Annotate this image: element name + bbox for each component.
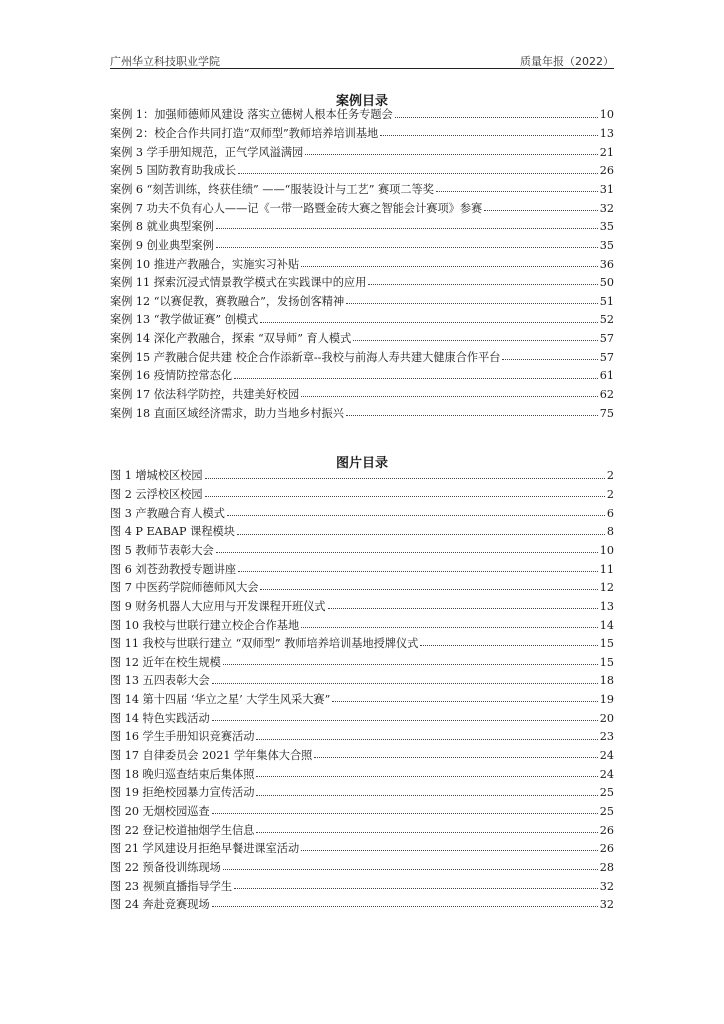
case-toc-entry[interactable] <box>110 195 614 214</box>
dot-leader <box>380 135 598 136</box>
toc-entry-label: 案例 16 疫情防控常态化 <box>110 369 233 383</box>
report-title: 质量年报（2022） <box>520 55 614 68</box>
dot-leader <box>256 776 597 777</box>
dot-leader <box>332 701 597 702</box>
dot-leader <box>216 228 598 229</box>
toc-entry-label: 案例 10 推进产教融合，实施实习补贴 <box>110 257 300 271</box>
toc-entry-label: 图 16 学生手册知识竞赛活动 <box>110 730 255 744</box>
toc-entry-label: 案例 9 创业典型案例 <box>110 238 214 252</box>
dot-leader <box>260 589 597 590</box>
toc-entry-label: 案例 2：校企合作共同打造“双师型”教师培养培训基地 <box>110 127 379 141</box>
dot-leader <box>420 645 597 646</box>
toc-entry-label: 案例 1：加强师德师风建设 落实立德树人根本任务专题会 <box>110 108 393 122</box>
dot-leader <box>346 303 598 304</box>
toc-entry-page: 32 <box>599 879 614 893</box>
dot-leader <box>502 359 597 360</box>
case-toc-entry[interactable] <box>110 214 614 233</box>
toc-entry-label: 图 13 五四表彰大会 <box>110 674 210 688</box>
figure-toc-entry[interactable] <box>110 612 614 631</box>
figure-toc-entry[interactable] <box>110 836 614 855</box>
dot-leader <box>395 117 598 118</box>
page-header <box>110 53 614 67</box>
toc-entry-page: 14 <box>599 618 614 632</box>
toc-entry-page: 50 <box>599 276 614 290</box>
toc-entry-page: 36 <box>599 257 614 271</box>
toc-entry-label: 图 19 拒绝校园暴力宣传活动 <box>110 786 255 800</box>
toc-entry-page: 23 <box>599 730 614 744</box>
toc-entry-page: 25 <box>599 804 614 818</box>
toc-entry-label: 图 22 预备役训练现场 <box>110 860 221 874</box>
toc-entry-label: 案例 5 国防教育助我成长 <box>110 164 237 178</box>
figure-toc-entry[interactable] <box>110 799 614 818</box>
toc-entry-page: 26 <box>599 842 614 856</box>
case-toc-entry[interactable] <box>110 344 614 363</box>
toc-entry-label: 图 4 P EABAP 课程模块 <box>110 525 235 539</box>
toc-entry-page: 19 <box>599 693 614 707</box>
toc-entry-label: 图 11 我校与世联行建立 “双师型” 教师培养培训基地授牌仪式 <box>110 637 419 651</box>
figure-toc-entry[interactable] <box>110 593 614 612</box>
dot-leader <box>301 850 598 851</box>
toc-entry-page: 2 <box>606 488 614 502</box>
case-toc-entry[interactable] <box>110 232 614 251</box>
toc-entry-label: 案例 7 功夫不负有心人——记《一带一路暨金砖大赛之智能会计赛项》参赛 <box>110 201 483 215</box>
figure-toc-entry[interactable] <box>110 761 614 780</box>
toc-entry-label: 图 6 刘苍劲教授专题讲座 <box>110 562 237 576</box>
toc-entry-label: 图 14 特色实践活动 <box>110 711 210 725</box>
dot-leader <box>212 683 598 684</box>
dot-leader <box>237 534 605 535</box>
figure-toc-list <box>110 463 614 910</box>
toc-entry-page: 6 <box>606 506 614 520</box>
toc-entry-page: 24 <box>599 749 614 763</box>
toc-entry-page: 13 <box>599 599 614 613</box>
toc-entry-page: 2 <box>606 469 614 483</box>
case-toc-entry[interactable] <box>110 139 614 158</box>
toc-entry-page: 24 <box>599 767 614 781</box>
figure-toc-entry[interactable] <box>110 817 614 836</box>
dot-leader <box>256 832 597 833</box>
figure-toc-entry[interactable] <box>110 538 614 557</box>
toc-entry-page: 51 <box>599 294 614 308</box>
figure-toc-entry[interactable] <box>110 575 614 594</box>
toc-entry-label: 图 17 自律委员会 2021 学年集体大合照 <box>110 749 313 763</box>
toc-entry-page: 10 <box>599 544 614 557</box>
dot-leader <box>368 284 597 285</box>
dot-leader <box>301 396 598 397</box>
toc-entry-label: 图 12 近年在校生规模 <box>110 655 221 669</box>
toc-entry-label: 案例 18 直面区域经济需求，助力当地乡村振兴 <box>110 406 344 420</box>
dot-leader <box>256 739 597 740</box>
toc-entry-label: 案例 17 依法科学防控，共建美好校园 <box>110 388 300 402</box>
dot-leader <box>212 813 598 814</box>
case-toc-entry[interactable] <box>110 326 614 345</box>
dot-leader <box>436 191 598 192</box>
toc-entry-label: 案例 8 就业典型案例 <box>110 220 214 234</box>
dot-leader <box>212 906 598 907</box>
toc-entry-label: 案例 6 “刻苦训练，终获佳绩” ——“服装设计与工艺” 赛项二等奖 <box>110 183 434 196</box>
figure-toc-entry[interactable] <box>110 649 614 668</box>
dot-leader <box>216 552 598 553</box>
toc-entry-page: 26 <box>599 164 614 178</box>
case-toc-entry[interactable] <box>110 251 614 270</box>
toc-entry-label: 图 23 视频直播指导学生 <box>110 879 233 893</box>
figure-toc-entry[interactable] <box>110 687 614 706</box>
toc-entry-page: 28 <box>599 860 614 874</box>
dot-leader <box>223 869 598 870</box>
dot-leader <box>301 627 598 628</box>
toc-entry-label: 图 18 晚归巡查结束后集体照 <box>110 767 255 781</box>
toc-entry-page: 52 <box>599 313 614 327</box>
dot-leader <box>216 247 598 248</box>
figure-toc-entry[interactable] <box>110 892 614 911</box>
toc-entry-page: 61 <box>599 369 614 383</box>
dot-leader <box>301 266 598 267</box>
toc-entry-page: 35 <box>599 238 614 252</box>
institution-name: 广州华立科技职业学院 <box>110 55 220 68</box>
toc-entry-page: 57 <box>599 332 614 346</box>
toc-entry-label: 案例 13 “教学做证赛” 创模式 <box>110 313 259 327</box>
dot-leader <box>234 378 598 379</box>
toc-entry-label: 图 10 我校与世联行建立校企合作基地 <box>110 618 300 632</box>
case-toc-entry[interactable] <box>110 102 614 121</box>
figure-toc-entry[interactable] <box>110 556 614 575</box>
case-toc-title: 案例目录 <box>335 94 388 109</box>
dot-leader <box>234 888 598 889</box>
dot-leader <box>484 210 598 211</box>
toc-entry-page: 62 <box>599 388 614 402</box>
toc-entry-label: 图 22 登记校道抽烟学生信息 <box>110 823 255 837</box>
toc-entry-page: 35 <box>599 220 614 234</box>
toc-entry-page: 26 <box>599 823 614 837</box>
toc-entry-label: 图 21 学风建设月拒绝早餐进课室活动 <box>110 842 300 856</box>
toc-entry-page: 15 <box>599 637 614 651</box>
dot-leader <box>212 720 598 721</box>
toc-entry-page: 25 <box>599 786 614 800</box>
toc-entry-label: 图 20 无烟校园巡查 <box>110 804 210 818</box>
case-toc-list <box>110 102 614 419</box>
toc-entry-page: 31 <box>599 183 614 196</box>
figure-toc-entry[interactable] <box>110 724 614 743</box>
toc-entry-page: 18 <box>599 674 614 688</box>
dot-leader <box>328 608 598 609</box>
toc-entry-page: 75 <box>599 406 614 420</box>
figure-toc-entry[interactable] <box>110 463 614 482</box>
case-toc-entry[interactable] <box>110 177 614 196</box>
toc-entry-page: 21 <box>599 145 614 159</box>
toc-entry-label: 案例 15 产教融合促共建 校企合作添新章--我校与前海人寿共建大健康合作平台 <box>110 350 501 364</box>
figure-toc-entry[interactable] <box>110 482 614 501</box>
toc-entry-label: 图 3 产教融合育人模式 <box>110 506 225 520</box>
case-toc-entry[interactable] <box>110 270 614 289</box>
dot-leader <box>205 496 605 497</box>
figure-toc-entry[interactable] <box>110 500 614 519</box>
dot-leader <box>346 415 598 416</box>
case-toc-entry[interactable] <box>110 400 614 419</box>
dot-leader <box>238 571 598 572</box>
toc-entry-page: 32 <box>599 201 614 215</box>
case-toc-entry[interactable] <box>110 382 614 401</box>
toc-entry-page: 13 <box>599 127 614 141</box>
figure-toc-entry[interactable] <box>110 780 614 799</box>
dot-leader <box>314 757 597 758</box>
toc-entry-label: 图 9 财务机器人大应用与开发课程开班仪式 <box>110 599 326 613</box>
case-toc-entry[interactable] <box>110 158 614 177</box>
dot-leader <box>256 795 597 796</box>
figure-toc-entry[interactable] <box>110 873 614 892</box>
toc-entry-label: 图 5 教师节表彰大会 <box>110 544 214 557</box>
dot-leader <box>353 340 597 341</box>
figure-toc-entry[interactable] <box>110 668 614 687</box>
header-divider <box>110 68 614 69</box>
figure-toc-entry[interactable] <box>110 705 614 724</box>
toc-entry-page: 12 <box>599 581 614 595</box>
toc-entry-label: 图 24 奔赴竞赛现场 <box>110 898 210 912</box>
toc-entry-page: 10 <box>599 108 614 122</box>
case-toc-entry[interactable] <box>110 363 614 382</box>
toc-entry-label: 图 14 第十四届 ‘华立之星’ 大学生风采大赛” <box>110 693 331 707</box>
dot-leader <box>227 515 605 516</box>
dot-leader <box>260 322 598 323</box>
dot-leader <box>223 664 598 665</box>
toc-entry-label: 案例 3 学手册知规范，正气学风溢满园 <box>110 145 304 159</box>
dot-leader <box>238 173 598 174</box>
figure-toc-entry[interactable] <box>110 854 614 873</box>
toc-entry-label: 案例 12 “以赛促教，赛教融合”，发扬创客精神 <box>110 294 345 308</box>
toc-entry-label: 图 1 增城校区校园 <box>110 469 203 483</box>
case-toc-entry[interactable] <box>110 121 614 140</box>
toc-entry-label: 图 7 中医药学院师德师风大会 <box>110 581 259 595</box>
figure-toc-entry[interactable] <box>110 631 614 650</box>
toc-entry-page: 57 <box>599 350 614 364</box>
toc-entry-page: 20 <box>599 711 614 725</box>
figure-toc-entry[interactable] <box>110 519 614 538</box>
toc-entry-page: 11 <box>599 562 614 576</box>
figure-toc-title: 图片目录 <box>335 456 388 471</box>
case-toc-entry[interactable] <box>110 288 614 307</box>
toc-entry-label: 案例 14 深化产教融合，探索 “双导师” 育人模式 <box>110 332 352 346</box>
toc-entry-page: 15 <box>599 655 614 669</box>
dot-leader <box>205 478 605 479</box>
toc-entry-page: 8 <box>606 525 614 539</box>
toc-entry-page: 32 <box>599 898 614 912</box>
toc-entry-label: 案例 11 探索沉浸式情景教学模式在实践课中的应用 <box>110 276 367 290</box>
figure-toc-entry[interactable] <box>110 743 614 762</box>
toc-entry-label: 图 2 云浮校区校园 <box>110 488 203 502</box>
case-toc-entry[interactable] <box>110 307 614 326</box>
dot-leader <box>305 154 598 155</box>
